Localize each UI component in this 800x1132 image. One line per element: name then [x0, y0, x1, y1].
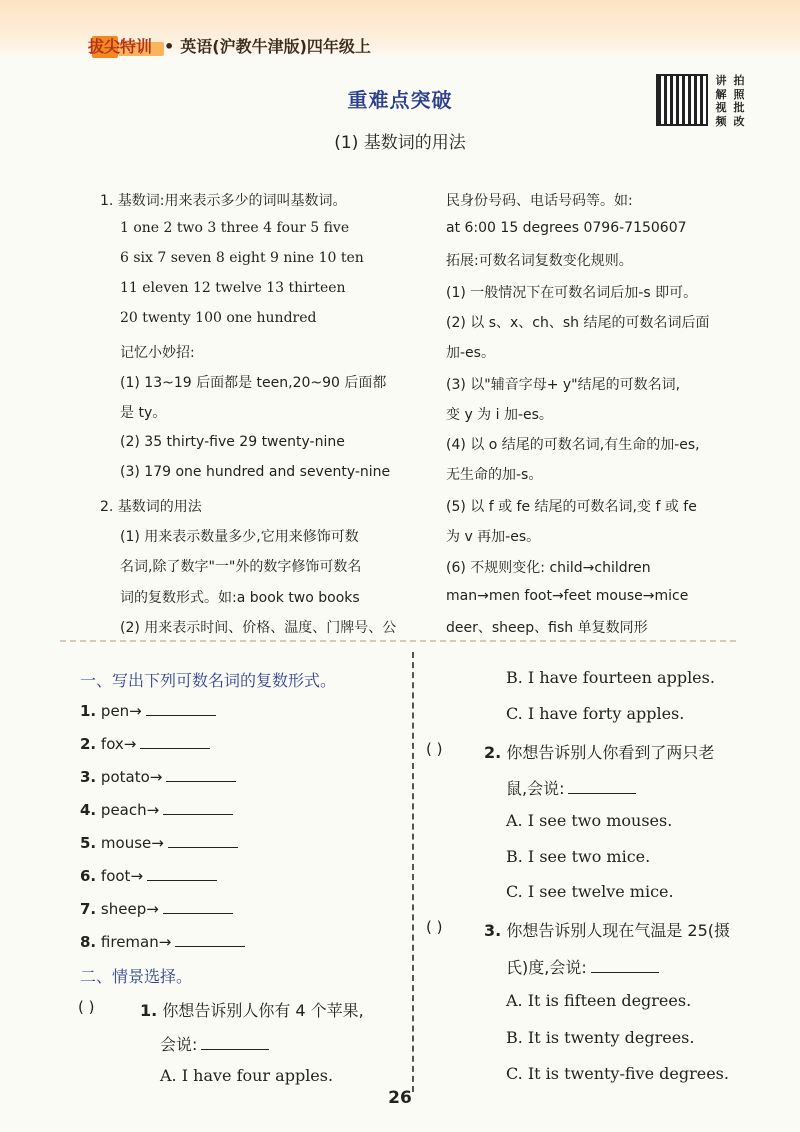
note-right-line: man→men foot→feet mouse→mice [446, 588, 689, 604]
answer-blank[interactable] [168, 847, 238, 848]
question-number: 2. [484, 743, 502, 762]
item-number: 1. [80, 702, 97, 720]
item-number: 4. [80, 801, 97, 819]
answer-blank[interactable] [140, 748, 210, 749]
question-2 [484, 740, 714, 763]
answer-blank[interactable] [175, 946, 245, 947]
page-number: 26 [388, 1088, 412, 1108]
q1-option-c[interactable]: C. I have forty apples. [506, 704, 685, 723]
item-number: 5. [80, 834, 97, 852]
item-word: pen→ [100, 702, 142, 720]
exercise1-item [80, 834, 238, 852]
note-left-line: 1 one 2 two 3 three 4 four 5 five [120, 220, 350, 236]
section-title: 重难点突破 [347, 88, 453, 112]
note-left-line: 词的复数形式。如:a book two books [120, 590, 360, 606]
qr-label-char: 改 [733, 114, 745, 128]
qr-label-char: 解 [715, 87, 727, 101]
exercise1-heading: 一、写出下列可数名词的复数形式。 [80, 671, 337, 690]
note-right-line: (4) 以 o 结尾的可数名词,有生命的加-es, [446, 437, 700, 453]
question-text: 你想告诉别人现在气温是 25(摄 [506, 921, 731, 940]
note-left-line: (2) 用来表示时间、价格、温度、门牌号、公 [120, 620, 397, 636]
q2-option-c[interactable]: C. I see twelve mice. [506, 882, 674, 901]
note-left-line: 记忆小妙招: [120, 345, 195, 361]
note-left-line: 是 ty。 [120, 405, 167, 421]
section-divider [60, 640, 736, 642]
exercise1-item [80, 900, 233, 918]
q2-option-a[interactable]: A. I see two mouses. [506, 811, 673, 830]
note-left-line: (1) 13~19 后面都是 teen,20~90 后面都 [120, 375, 387, 391]
answer-blank[interactable] [166, 781, 236, 782]
book-title: 英语(沪教牛津版)四年级上 [180, 37, 371, 56]
exercise1-item [80, 702, 216, 720]
answer-blank[interactable] [163, 913, 233, 914]
answer-blank[interactable] [146, 715, 216, 716]
exercise1-item [80, 933, 245, 951]
note-right-line: 拓展:可数名词复数变化规则。 [446, 253, 633, 269]
answer-paren[interactable]: ( ) [78, 998, 95, 1016]
note-right-line: (6) 不规则变化: child→children [446, 560, 651, 576]
note-left-line: 2. 基数词的用法 [100, 499, 202, 515]
qr-code-icon[interactable] [656, 74, 708, 126]
note-right-line: at 6:00 15 degrees 0796-7150607 [446, 220, 687, 236]
note-right-line: 为 v 再加-es。 [446, 529, 541, 545]
item-number: 3. [80, 768, 97, 786]
exercise1-item [80, 735, 210, 753]
answer-paren[interactable]: ( ) [426, 740, 443, 758]
exercise1-item [80, 768, 236, 786]
item-number: 2. [80, 735, 97, 753]
qr-label-char: 视 [715, 101, 727, 114]
question-text: 你想告诉别人你有 4 个苹果, [162, 1001, 364, 1020]
qr-label-char: 讲 [715, 74, 727, 87]
item-word: sheep→ [100, 900, 159, 918]
item-number: 8. [80, 933, 97, 951]
note-left-line: 1. 基数词:用来表示多少的词叫基数词。 [100, 193, 347, 209]
question-2-line2 [506, 776, 636, 799]
question-1 [140, 998, 364, 1021]
question-text: 会说: [160, 1035, 198, 1054]
note-left-line: 名词,除了数字"一"外的数字修饰可数名 [120, 559, 362, 575]
q3-option-c[interactable]: C. It is twenty-five degrees. [506, 1064, 729, 1083]
answer-paren[interactable]: ( ) [426, 918, 443, 936]
question-text: 你想告诉别人你看到了两只老 [506, 743, 715, 762]
note-left-line: (3) 179 one hundred and seventy-nine [120, 464, 391, 480]
q2-option-b[interactable]: B. I see two mice. [506, 847, 651, 866]
qr-label-char: 批 [733, 101, 745, 114]
answer-blank[interactable] [568, 793, 636, 794]
note-right-line: (2) 以 s、x、ch、sh 结尾的可数名词后面 [446, 315, 710, 331]
item-word: potato→ [100, 768, 163, 786]
note-right-line: 加-es。 [446, 345, 495, 361]
qr-label-char: 拍 [733, 74, 745, 87]
item-word: mouse→ [100, 834, 164, 852]
exercise1-item [80, 801, 233, 819]
note-left-line: (2) 35 thirty-five 29 twenty-nine [120, 434, 345, 450]
item-number: 6. [80, 867, 97, 885]
item-word: fox→ [100, 735, 137, 753]
q1-option-b[interactable]: B. I have fourteen apples. [506, 668, 715, 687]
q3-option-b[interactable]: B. It is twenty degrees. [506, 1028, 695, 1047]
note-right-line: (1) 一般情况下在可数名词后加-s 即可。 [446, 285, 698, 301]
q1-option-a[interactable]: A. I have four apples. [160, 1066, 334, 1085]
q3-option-a[interactable]: A. It is fifteen degrees. [506, 991, 692, 1010]
item-word: fireman→ [100, 933, 172, 951]
brand-name: 拔尖特训 [88, 37, 153, 56]
qr-labels [712, 74, 748, 128]
note-right-line: 变 y 为 i 加-es。 [446, 407, 553, 423]
qr-label-char: 照 [733, 87, 745, 101]
question-1-line2 [160, 1032, 269, 1055]
note-left-line: (1) 用来表示数量多少,它用来修饰可数 [120, 529, 359, 545]
question-number: 1. [140, 1001, 158, 1020]
exercise2-heading: 二、情景选择。 [80, 967, 193, 986]
item-word: peach→ [100, 801, 160, 819]
question-3 [484, 918, 730, 941]
answer-blank[interactable] [201, 1049, 269, 1050]
answer-blank[interactable] [591, 972, 659, 973]
note-left-line: 6 six 7 seven 8 eight 9 nine 10 ten [120, 250, 364, 266]
note-right-line: deer、sheep、fish 单复数同形 [446, 620, 648, 636]
note-right-line: (5) 以 f 或 fe 结尾的可数名词,变 f 或 fe [446, 499, 697, 515]
answer-blank[interactable] [163, 814, 233, 815]
subsection-title: (1) 基数词的用法 [334, 133, 466, 153]
note-right-line: 无生命的加-s。 [446, 467, 543, 483]
question-text: 鼠,会说: [506, 779, 565, 798]
answer-blank[interactable] [147, 880, 217, 881]
question-number: 3. [484, 921, 502, 940]
item-word: foot→ [100, 867, 144, 885]
note-right-line: (3) 以"辅音字母+ y"结尾的可数名词, [446, 377, 681, 393]
book-header: 拔尖特训 • 英语(沪教牛津版)四年级上 [88, 37, 371, 56]
item-number: 7. [80, 900, 97, 918]
note-left-line: 11 eleven 12 twelve 13 thirteen [120, 280, 346, 296]
note-right-line: 民身份号码、电话号码等。如: [446, 193, 633, 209]
column-divider [412, 652, 414, 1092]
note-left-line: 20 twenty 100 one hundred [120, 310, 317, 326]
question-text: 氏)度,会说: [506, 958, 587, 977]
qr-label-char: 频 [715, 114, 727, 128]
question-3-line2 [506, 955, 659, 978]
exercise1-item [80, 867, 217, 885]
